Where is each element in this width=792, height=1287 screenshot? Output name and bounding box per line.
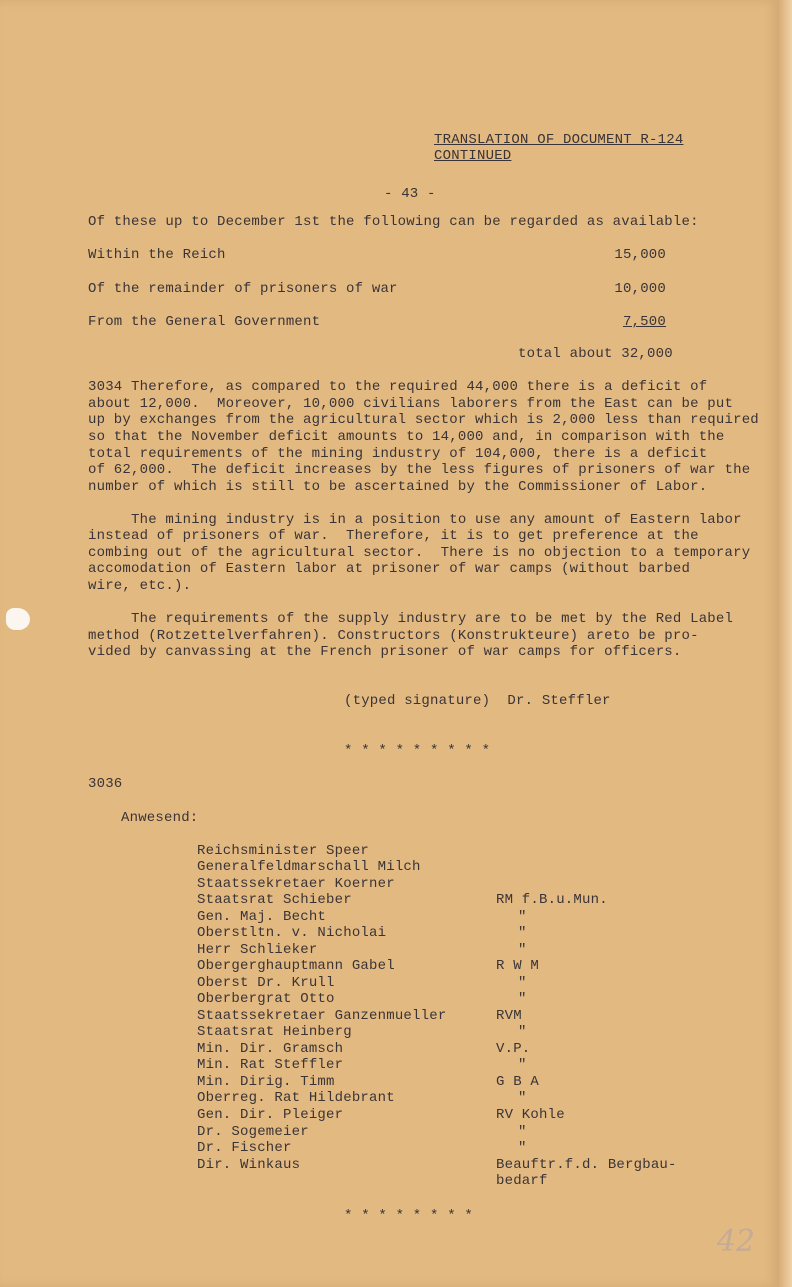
header-title-line1: TRANSLATION OF DOCUMENT R-124 bbox=[434, 132, 684, 148]
header-title-line2: CONTINUED bbox=[434, 148, 512, 164]
paragraph-line: vided by canvassing at the French prisoner of war camps for officers. bbox=[88, 644, 682, 660]
paragraph-line: The requirements of the supply industry are to be met by the Red Label bbox=[88, 611, 734, 627]
attendee-name: Dr. Fischer bbox=[197, 1140, 292, 1156]
availability-value: 7,500 bbox=[622, 314, 666, 330]
attendee-org-continued: bedarf bbox=[496, 1173, 548, 1189]
attendee-org: " bbox=[518, 1140, 527, 1156]
attendee-org: RV Kohle bbox=[496, 1107, 565, 1123]
intro-line: Of these up to December 1st the following can be regarded as available: bbox=[88, 214, 699, 230]
page-stamp-number: 42 bbox=[716, 1224, 755, 1259]
attendee-name: Staatsrat Schieber bbox=[197, 892, 352, 908]
paragraph-line: so that the November deficit amounts to 14,000 and, in comparison with the bbox=[88, 429, 725, 445]
availability-value: 15,000 bbox=[614, 247, 666, 263]
availability-label: Of the remainder of prisoners of war bbox=[88, 281, 398, 297]
paragraph-line: about 12,000. Moreover, 10,000 civilians laborers from the East can be put bbox=[88, 396, 734, 412]
attendee-org: " bbox=[518, 1024, 527, 1040]
present-label: Anwesend: bbox=[121, 810, 199, 826]
attendee-org: RVM bbox=[496, 1008, 522, 1024]
signature-line: (typed signature) Dr. Steffler bbox=[344, 693, 611, 709]
attendee-org: " bbox=[518, 925, 527, 941]
attendee-name: Dir. Winkaus bbox=[197, 1157, 301, 1173]
attendee-org: " bbox=[518, 1124, 527, 1140]
attendee-org: " bbox=[518, 1057, 527, 1073]
attendee-name: Reichsminister Speer bbox=[197, 843, 370, 859]
attendee-name: Oberreg. Rat Hildebrant bbox=[197, 1090, 395, 1106]
attendee-org: RM f.B.u.Mun. bbox=[496, 892, 608, 908]
page-number: - 43 - bbox=[384, 186, 436, 202]
attendee-name: Staatssekretaer Koerner bbox=[197, 876, 395, 892]
attendee-name: Gen. Dir. Pleiger bbox=[197, 1107, 344, 1123]
availability-value: 10,000 bbox=[614, 281, 666, 297]
availability-label: Within the Reich bbox=[88, 247, 226, 263]
paragraph-line: accomodation of Eastern labor at prisoner of war camps (without barbed bbox=[88, 561, 691, 577]
paragraph-line: of 62,000. The deficit increases by the less figures of prisoners of war the bbox=[88, 462, 751, 478]
attendee-name: Obergerghauptmann Gabel bbox=[197, 958, 395, 974]
attendee-name: Min. Dirig. Timm bbox=[197, 1074, 335, 1090]
attendee-org: G B A bbox=[496, 1074, 540, 1090]
attendee-org: Beauftr.f.d. Bergbau- bbox=[496, 1157, 677, 1173]
attendee-name: Oberbergrat Otto bbox=[197, 991, 335, 1007]
paragraph-line: 3034 Therefore, as compared to the required 44,000 there is a deficit of bbox=[88, 379, 708, 395]
paragraph-line: method (Rotzettelverfahren). Constructors (Konstrukteure) areto be pro- bbox=[88, 628, 699, 644]
punch-hole bbox=[6, 608, 30, 630]
attendee-name: Min. Rat Steffler bbox=[197, 1057, 344, 1073]
paragraph-line: The mining industry is in a position to use any amount of Eastern labor bbox=[88, 512, 742, 528]
attendee-org: V.P. bbox=[496, 1041, 531, 1057]
attendee-org: " bbox=[518, 909, 527, 925]
paper-edge bbox=[779, 0, 792, 1287]
total-line: total about 32,000 bbox=[518, 346, 673, 362]
paragraph-line: instead of prisoners of war. Therefore, it is to get preference at the bbox=[88, 528, 699, 544]
attendee-name: Min. Dir. Gramsch bbox=[197, 1041, 344, 1057]
paragraph-line: up by exchanges from the agricultural sector which is 2,000 less than required bbox=[88, 412, 759, 428]
attendee-name: Staatssekretaer Ganzenmueller bbox=[197, 1008, 447, 1024]
attendee-org: " bbox=[518, 991, 527, 1007]
paragraph-line: total requirements of the mining industry of 104,000, there is a deficit bbox=[88, 446, 708, 462]
document-number: 3036 bbox=[88, 776, 123, 792]
attendee-name: Dr. Sogemeier bbox=[197, 1124, 309, 1140]
attendee-org: " bbox=[518, 975, 527, 991]
attendee-name: Staatsrat Heinberg bbox=[197, 1024, 352, 1040]
attendee-name: Oberst Dr. Krull bbox=[197, 975, 335, 991]
paragraph-line: number of which is still to be ascertained by the Commissioner of Labor. bbox=[88, 479, 708, 495]
availability-label: From the General Government bbox=[88, 314, 321, 330]
attendee-name: Generalfeldmarschall Milch bbox=[197, 859, 421, 875]
paragraph-line: wire, etc.). bbox=[88, 578, 192, 594]
attendee-name: Gen. Maj. Becht bbox=[197, 909, 327, 925]
separator: * * * * * * * * * bbox=[344, 743, 491, 759]
paragraph-line: combing out of the agricultural sector. There is no objection to a temporary bbox=[88, 545, 751, 561]
separator: * * * * * * * * bbox=[344, 1208, 474, 1224]
attendee-name: Herr Schlieker bbox=[197, 942, 318, 958]
attendee-name: Oberstltn. v. Nicholai bbox=[197, 925, 387, 941]
attendee-org: " bbox=[518, 942, 527, 958]
attendee-org: R W M bbox=[496, 958, 540, 974]
attendee-org: " bbox=[518, 1090, 527, 1106]
